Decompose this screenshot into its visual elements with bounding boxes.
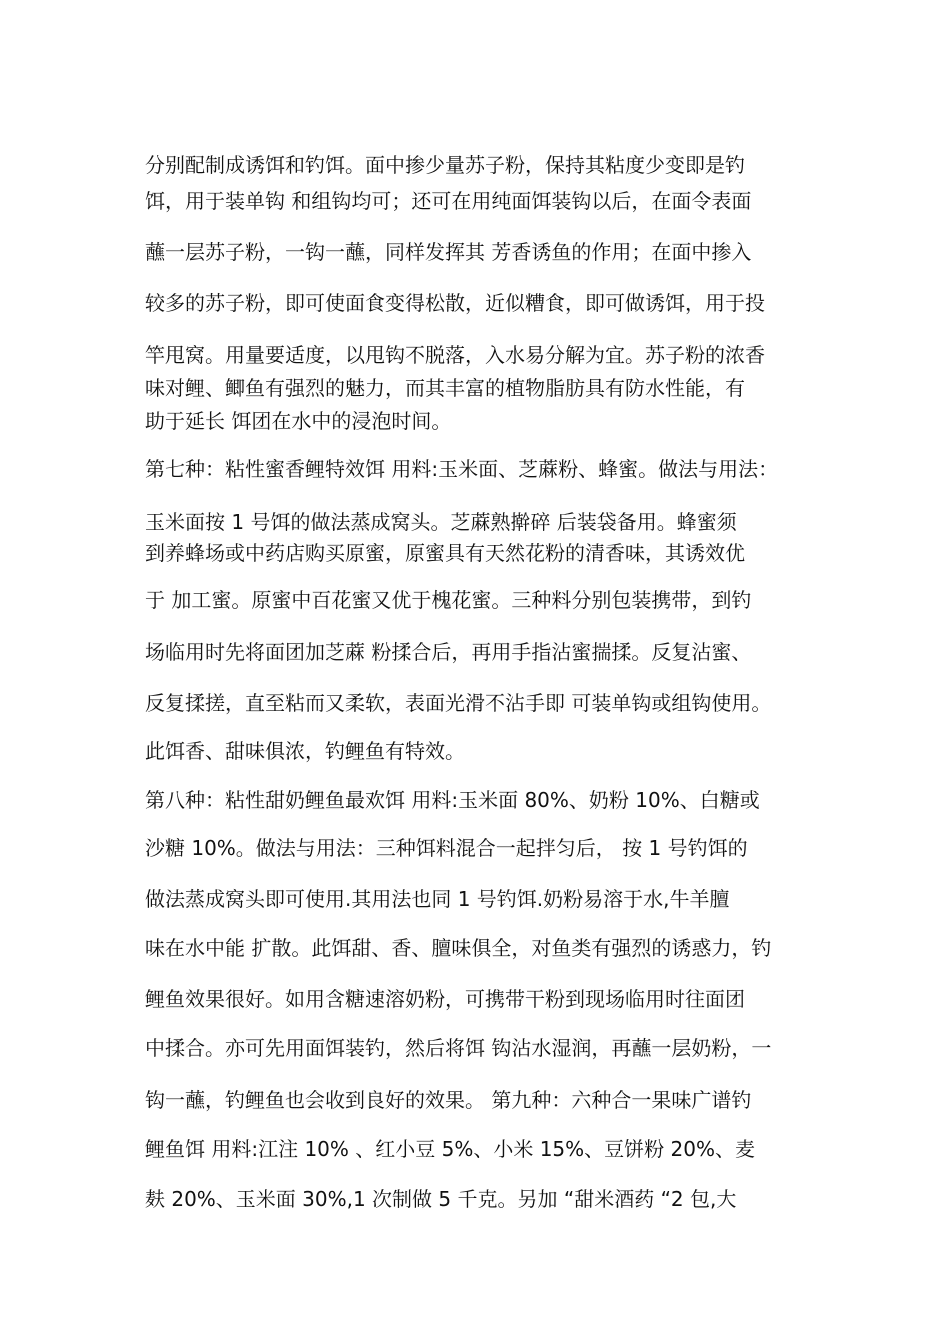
text-line: 蘸一层苏子粉，一钩一蘸，同样发挥其 芳香诱鱼的作用；在面中掺入 <box>145 240 752 264</box>
text-line: 于 加工蜜。原蜜中百花蜜又优于槐花蜜。三种料分别包装携带，到钓 <box>145 588 752 612</box>
text-line: 鲤鱼效果很好。如用含糖速溶奶粉，可携带干粉到现场临用时往面团 <box>145 987 745 1011</box>
text-line: 场临用时先将面团加芝蔴 粉揉合后，再用手指沾蜜揣揉。反复沾蜜、 <box>145 640 752 664</box>
text-line: 中揉合。亦可先用面饵装钓，然后将饵 钩沾水湿润，再蘸一层奶粉，一 <box>145 1036 772 1060</box>
text-line: 饵，用于装单钩 和组钩均可；还可在用纯面饵装钩以后，在面令表面 <box>145 189 752 213</box>
text-line: 助于延长 饵团在水中的浸泡时间。 <box>145 409 452 433</box>
text-line: 第七种：粘性蜜香鲤特效饵 用料:玉米面、芝蔴粉、蜂蜜。做法与用法： <box>145 457 779 481</box>
text-line: 较多的苏子粉，即可使面食变得松散，近似糟食，即可做诱饵，用于投 <box>145 291 765 315</box>
text-line: 钩一蘸，钓鲤鱼也会收到良好的效果。 第九种：六种合一果味广谱钓 <box>145 1088 752 1112</box>
text-line: 麸 20%、玉米面 30%,1 次制做 5 千克。另加 “甜米酒药 “2 包,大 <box>145 1187 737 1211</box>
text-line: 沙糖 10%。做法与用法：三种饵料混合一起拌匀后， 按 1 号钓饵的 <box>145 836 748 860</box>
text-line: 味在水中能 扩散。此饵甜、香、膻味俱全，对鱼类有强烈的诱惑力，钓 <box>145 936 772 960</box>
text-line: 反复揉搓，直至粘而又柔软，表面光滑不沾手即 可装单钩或组钩使用。 <box>145 691 772 715</box>
text-line: 此饵香、甜味俱浓，钓鲤鱼有特效。 <box>145 739 465 763</box>
text-line: 鲤鱼饵 用料:江注 10% 、红小豆 5%、小米 15%、豆饼粉 20%、麦 <box>145 1137 755 1161</box>
text-line: 味对鲤、鲫鱼有强烈的魅力，而其丰富的植物脂肪具有防水性能，有 <box>145 376 745 400</box>
text-line: 分别配制成诱饵和钓饵。面中掺少量苏子粉，保持其粘度少变即是钓 <box>145 153 745 177</box>
text-line: 做法蒸成窝头即可使用.其用法也同 1 号钓饵.奶粉易溶于水,牛羊膻 <box>145 887 730 911</box>
text-line: 竿甩窝。用量要适度，以甩钩不脱落，入水易分解为宜。苏子粉的浓香 <box>145 343 765 367</box>
text-line: 第八种：粘性甜奶鲤鱼最欢饵 用料:玉米面 80%、奶粉 10%、白糖或 <box>145 788 760 812</box>
text-line: 玉米面按 1 号饵的做法蒸成窝头。芝蔴熟擀碎 后装袋备用。蜂蜜须 <box>145 510 737 534</box>
text-line: 到养蜂场或中药店购买原蜜，原蜜具有天然花粉的清香味，其诱效优 <box>145 541 745 565</box>
